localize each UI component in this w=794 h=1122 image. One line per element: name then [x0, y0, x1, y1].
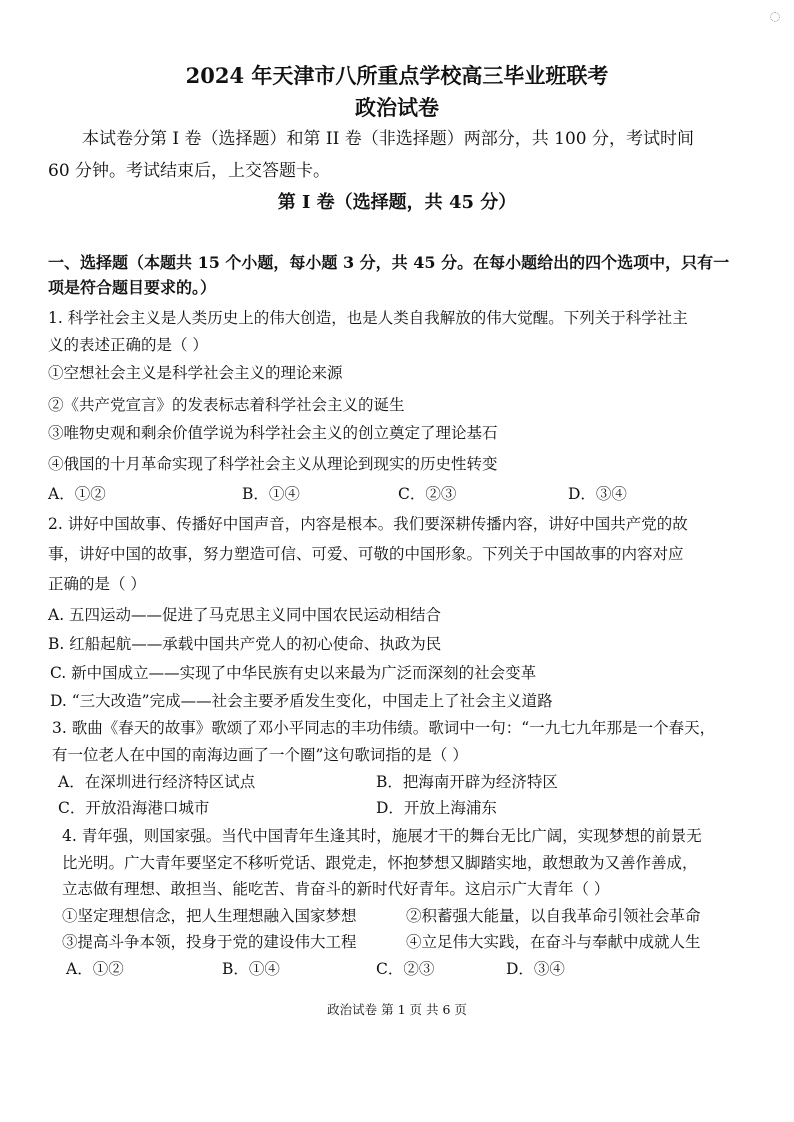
q1-choice-b: B．①④ [242, 485, 300, 503]
q1-item-2: ②《共产党宣言》的发表标志着科学社会主义的诞生 [48, 396, 405, 414]
exam-subtitle: 政治试卷 [355, 95, 439, 120]
q3-choice-b: B．把海南开辟为经济特区 [376, 773, 558, 791]
q4-item-1: ①坚定理想信念，把人生理想融入国家梦想 [62, 907, 357, 925]
q4-item-3: ③提高斗争本领，投身于党的建设伟大工程 [62, 933, 357, 951]
q4-choice-c: C．②③ [376, 960, 435, 978]
q4-stem-line-2: 比光明。广大青年要坚定不移听党话、跟党走，怀抱梦想又脚踏实地，敢想敢为又善作善成， [62, 854, 698, 872]
q1-stem-line-2: 义的表述正确的是（ ） [48, 336, 208, 354]
part-title: 第 I 卷（选择题，共 45 分） [277, 192, 517, 213]
q4-choice-b: B．①④ [222, 960, 280, 978]
q4-choice-a: A．①② [66, 960, 124, 978]
q2-option-b: B. 红船起航——承载中国共产党人的初心使命、执政为民 [48, 635, 442, 653]
q2-stem-line-2: 事，讲好中国的故事，努力塑造可信、可爱、可敬的中国形象。下列关于中国故事的内容对应 [48, 545, 684, 563]
q1-choice-a: A．①② [48, 485, 106, 503]
q1-choice-c: C．②③ [398, 485, 457, 503]
q1-item-4: ④俄国的十月革命实现了科学社会主义从理论到现实的历史性转变 [48, 455, 498, 473]
intro-line-2: 60 分钟。考试结束后，上交答题卡。 [48, 161, 331, 181]
q3-choice-a: A．在深圳进行经济特区试点 [58, 773, 256, 791]
q1-stem-line-1: 1. 科学社会主义是人类历史上的伟大创造，也是人类自我解放的伟大觉醒。下列关于科学社主 [48, 309, 688, 327]
q3-choice-c: C．开放沿海港口城市 [58, 799, 210, 817]
intro-line-1: 本试卷分第 I 卷（选择题）和第 II 卷（非选择题）两部分，共 100 分，考试时间 [82, 129, 695, 149]
q1-choice-d: D．③④ [568, 485, 627, 503]
section-heading-line-1: 一、选择题（本题共 15 个小题，每小题 3 分，共 45 分。在每小题给出的四个选项中，只有一 [48, 253, 730, 272]
q3-choice-d: D．开放上海浦东 [376, 799, 497, 817]
exam-title: 2024 年天津市八所重点学校高三毕业班联考 [185, 63, 609, 88]
q4-item-4: ④立足伟大实践，在奋斗与奉献中成就人生 [406, 933, 701, 951]
q3-stem-line-1: 3. 歌曲《春天的故事》歌颂了邓小平同志的丰功伟绩。歌词中一句：“一九七九年那是一个春天， [52, 719, 716, 737]
q3-stem-line-2: 有一位老人在中国的南海边画了一个圈”这句歌词指的是（ ） [52, 746, 468, 764]
q4-stem-line-1: 4. 青年强，则国家强。当代中国青年生逢其时，施展才干的舞台无比广阔，实现梦想的前景无 [62, 827, 702, 845]
q2-stem-line-1: 2. 讲好中国故事、传播好中国声音，内容是根本。我们要深耕传播内容，讲好中国共产党的故 [48, 515, 688, 533]
corner-dot-mark [770, 12, 780, 22]
q4-item-2: ②积蓄强大能量，以自我革命引领社会革命 [406, 907, 701, 925]
section-heading-line-2: 项是符合题目要求的。） [48, 278, 217, 297]
page-footer: 政治试卷 第 1 页 共 6 页 [327, 1002, 467, 1017]
q2-stem-line-3: 正确的是（ ） [48, 575, 146, 593]
q4-choice-d: D．③④ [506, 960, 565, 978]
q1-item-3: ③唯物史观和剩余价值学说为科学社会主义的创立奠定了理论基石 [48, 424, 498, 442]
q2-option-c: C. 新中国成立——实现了中华民族有史以来最为广泛而深刻的社会变革 [50, 664, 537, 682]
q2-option-d: D. “三大改造”完成——社会主要矛盾发生变化，中国走上了社会主义道路 [50, 692, 553, 710]
q1-item-1: ①空想社会主义是科学社会主义的理论来源 [48, 364, 343, 382]
q2-option-a: A. 五四运动——促进了马克思主义同中国农民运动相结合 [48, 606, 442, 624]
q4-stem-line-3: 立志做有理想、敢担当、能吃苦、肯奋斗的新时代好青年。这启示广大青年（ ） [62, 880, 610, 898]
